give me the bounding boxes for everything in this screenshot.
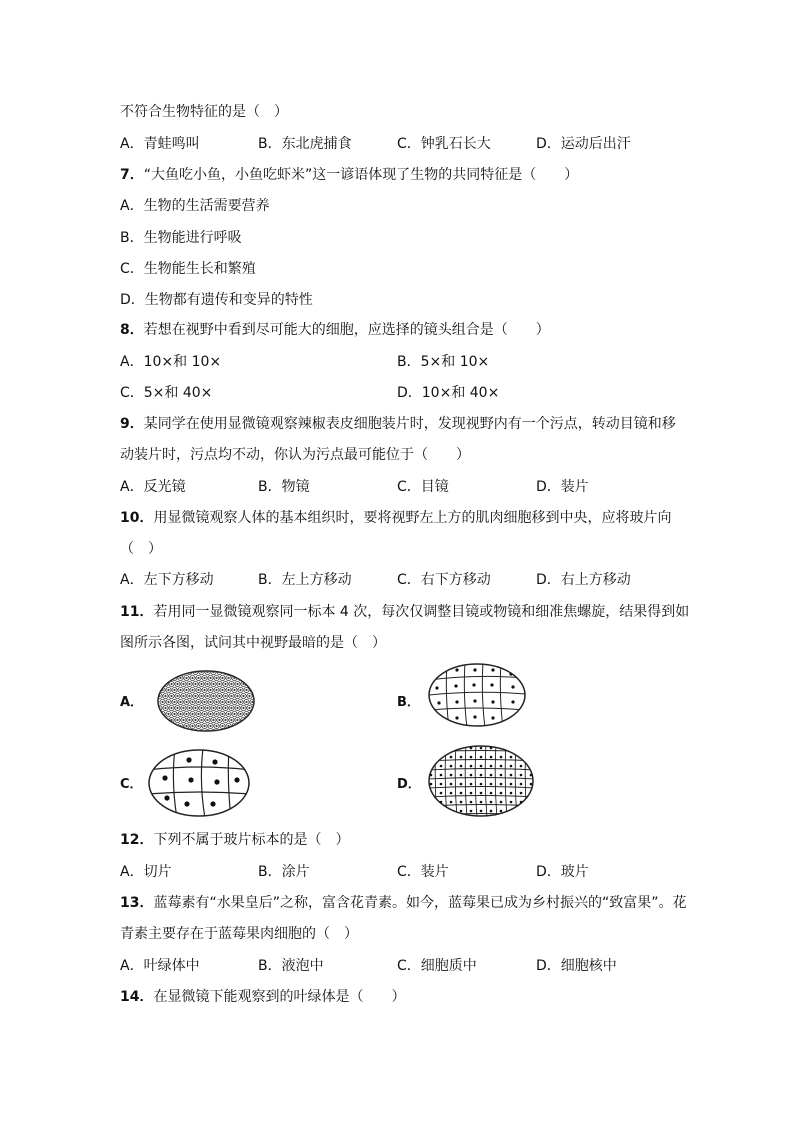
q7-option-a: A．生物的生活需要营养 bbox=[120, 198, 270, 214]
question-13 bbox=[120, 893, 687, 913]
question-number: 11． bbox=[120, 604, 154, 620]
figure-label-a: A． bbox=[120, 695, 144, 710]
question-number: 13． bbox=[120, 895, 154, 911]
q13-option-d: D．细胞核中 bbox=[536, 958, 617, 974]
figure-label-c: C． bbox=[120, 777, 143, 792]
q8-option-a: A．10×和 10× bbox=[120, 354, 222, 370]
question-text: 某同学在使用显微镜观察辣椒表皮细胞装片时，发现视野内有一个污点，转动目镜和移 bbox=[143, 416, 676, 432]
question-14 bbox=[120, 987, 405, 1007]
question-number: 9． bbox=[120, 416, 144, 432]
q9-option-b: B．物镜 bbox=[258, 479, 310, 495]
q13-option-b: B．液泡中 bbox=[258, 958, 324, 974]
microscope-view-a bbox=[156, 669, 256, 733]
q7-option-b: B．生物能进行呼吸 bbox=[120, 230, 242, 246]
q10-option-d: D．右上方移动 bbox=[536, 572, 631, 588]
question-10 bbox=[120, 508, 671, 528]
question-text: 用显微镜观察人体的基本组织时，要将视野左上方的肌肉细胞移到中央，应将玻片向 bbox=[153, 510, 672, 526]
q8-option-c: C．5×和 40× bbox=[120, 385, 213, 401]
question-text: 若想在视野中看到尽可能大的细胞，应选择的镜头组合是（ ） bbox=[143, 322, 550, 338]
q13-option-a: A．叶绿体中 bbox=[120, 958, 200, 974]
question-10-line-2: （ ） bbox=[120, 541, 162, 557]
q10-option-c: C．右下方移动 bbox=[397, 572, 491, 588]
question-text: 下列不属于玻片标本的是（ ） bbox=[153, 832, 350, 848]
microscope-view-d bbox=[427, 744, 535, 818]
q6-option-d: D．运动后出汗 bbox=[536, 136, 631, 152]
question-text: 蓝莓素有“水果皇后”之称，富含花青素。如今，蓝莓果已成为乡村振兴的“致富果”。花 bbox=[153, 895, 687, 911]
q9-option-d: D．装片 bbox=[536, 479, 589, 495]
question-text: 在显微镜下能观察到的叶绿体是（ ） bbox=[153, 989, 406, 1005]
question-11-line-2: 图所示各图，试问其中视野最暗的是（ ） bbox=[120, 635, 386, 651]
microscope-view-c bbox=[147, 748, 251, 818]
question-8 bbox=[120, 320, 550, 340]
question-12 bbox=[120, 830, 349, 850]
question-number: 10． bbox=[120, 510, 154, 526]
question-7 bbox=[120, 165, 578, 185]
q6-option-b: B．东北虎捕食 bbox=[258, 136, 352, 152]
question-number: 14． bbox=[120, 989, 154, 1005]
q13-option-c: C．细胞质中 bbox=[397, 958, 477, 974]
q12-option-d: D．玻片 bbox=[536, 864, 589, 880]
question-13-line-2: 青素主要存在于蓝莓果肉细胞的（ ） bbox=[120, 926, 358, 942]
question-text: 若用同一显微镜观察同一标本 4 次，每次仅调整目镜或物镜和细准焦螺旋，结果得到如 bbox=[153, 604, 690, 620]
question-number: 12． bbox=[120, 832, 154, 848]
q8-option-d: D．10×和 40× bbox=[397, 385, 500, 401]
q7-option-c: C．生物能生长和繁殖 bbox=[120, 261, 256, 277]
q8-option-b: B．5×和 10× bbox=[397, 354, 490, 370]
microscope-view-b bbox=[427, 662, 527, 728]
figure-label-b: B． bbox=[397, 695, 420, 710]
figure-label-d: D． bbox=[397, 777, 421, 792]
q6-option-c: C．钟乳石长大 bbox=[397, 136, 491, 152]
q12-option-c: C．装片 bbox=[397, 864, 449, 880]
q10-option-a: A．左下方移动 bbox=[120, 572, 214, 588]
q9-option-c: C．目镜 bbox=[397, 479, 449, 495]
question-9 bbox=[120, 414, 676, 434]
question-11 bbox=[120, 602, 689, 622]
q6-option-a: A．青蛙鸣叫 bbox=[120, 136, 200, 152]
question-6-stem: 不符合生物特征的是（ ） bbox=[120, 104, 288, 120]
question-number: 7． bbox=[120, 167, 144, 183]
q10-option-b: B．左上方移动 bbox=[258, 572, 352, 588]
q7-option-d: D．生物都有遗传和变异的特性 bbox=[120, 292, 313, 308]
question-9-line-2: 动装片时，污点均不动，你认为污点最可能位于（ ） bbox=[120, 447, 470, 463]
q12-option-b: B．涂片 bbox=[258, 864, 310, 880]
q9-option-a: A．反光镜 bbox=[120, 479, 186, 495]
question-text: “大鱼吃小鱼，小鱼吃虾米”这一谚语体现了生物的共同特征是（ ） bbox=[143, 167, 579, 183]
q12-option-a: A．切片 bbox=[120, 864, 172, 880]
question-number: 8． bbox=[120, 322, 144, 338]
